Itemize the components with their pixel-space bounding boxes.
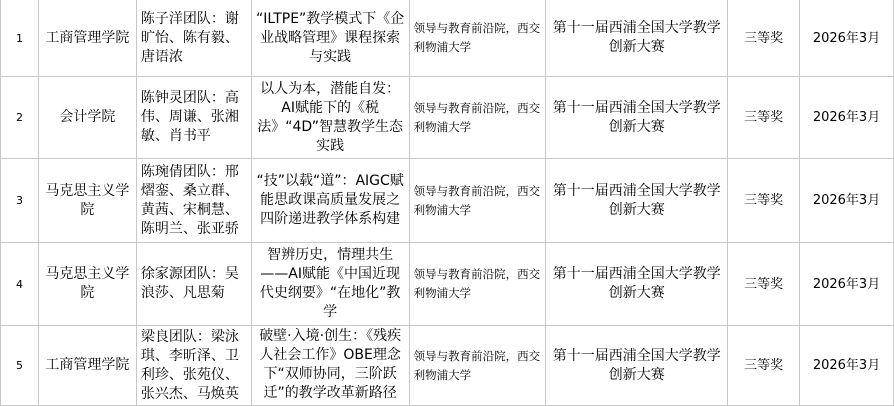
project-cell: 以人为本，潜能自发：AI赋能下的《税法》“4D”智慧教学生态实践 (251, 77, 409, 159)
competition-cell: 第十一届西浦全国大学教学创新大赛 (546, 243, 728, 326)
award-cell: 三等奖 (728, 326, 800, 406)
row-index: 3 (1, 159, 39, 243)
table-row (1, 243, 894, 326)
competition-cell: 第十一届西浦全国大学教学创新大赛 (546, 326, 728, 406)
date-cell: 2026年3月 (800, 159, 894, 243)
team-cell: 陈子洋团队：谢旷怡、陈有毅、唐语浓 (136, 0, 251, 77)
project-cell: “ILTPE”教学模式下《企业战略管理》课程探索与实践 (251, 0, 409, 77)
team-cell: 陈钟灵团队：高伟、周谦、张湘敏、肖书平 (136, 77, 251, 159)
competition-cell: 第十一届西浦全国大学教学创新大赛 (546, 0, 728, 77)
college-cell: 马克思主义学院 (38, 159, 136, 243)
table-row (1, 77, 894, 159)
date-cell: 2026年3月 (800, 326, 894, 406)
organizer-cell: 领导与教育前沿院，西交利物浦大学 (409, 0, 546, 77)
team-cell: 梁良团队：梁泳琪、李昕泽、卫利珍、张苑仪、张兴杰、马焕英 (136, 326, 251, 406)
row-index: 5 (1, 326, 39, 406)
table-row (1, 159, 894, 243)
organizer-cell: 领导与教育前沿院，西交利物浦大学 (409, 243, 546, 326)
competition-cell: 第十一届西浦全国大学教学创新大赛 (546, 77, 728, 159)
team-cell: 徐家源团队：吴浪莎、凡思菊 (136, 243, 251, 326)
college-cell: 会计学院 (38, 77, 136, 159)
project-cell: 破壁·入境·创生：《残疾人社会工作》OBE理念下“双师协同，三阶跃迁”的教学改革新路径 (251, 326, 409, 406)
project-cell: 智辨历史，情理共生——AI赋能《中国近现代史纲要》“在地化”教学 (251, 243, 409, 326)
competition-cell: 第十一届西浦全国大学教学创新大赛 (546, 159, 728, 243)
date-cell: 2026年3月 (800, 0, 894, 77)
row-index: 4 (1, 243, 39, 326)
row-index: 2 (1, 77, 39, 159)
team-cell: 陈琬倩团队：邢熠銮、桑立群、黄茜、宋桐慧、陈明兰、张亚骄 (136, 159, 251, 243)
organizer-cell: 领导与教育前沿院，西交利物浦大学 (409, 326, 546, 406)
award-cell: 三等奖 (728, 77, 800, 159)
college-cell: 工商管理学院 (38, 326, 136, 406)
table-row (1, 0, 894, 77)
college-cell: 马克思主义学院 (38, 243, 136, 326)
organizer-cell: 领导与教育前沿院，西交利物浦大学 (409, 77, 546, 159)
row-index: 1 (1, 0, 39, 77)
date-cell: 2026年3月 (800, 243, 894, 326)
table-row (1, 326, 894, 406)
award-cell: 三等奖 (728, 243, 800, 326)
award-cell: 三等奖 (728, 159, 800, 243)
award-cell: 三等奖 (728, 0, 800, 77)
organizer-cell: 领导与教育前沿院，西交利物浦大学 (409, 159, 546, 243)
date-cell: 2026年3月 (800, 77, 894, 159)
college-cell: 工商管理学院 (38, 0, 136, 77)
project-cell: “技”以载“道”：AIGC赋能思政课高质量发展之四阶递进教学体系构建 (251, 159, 409, 243)
